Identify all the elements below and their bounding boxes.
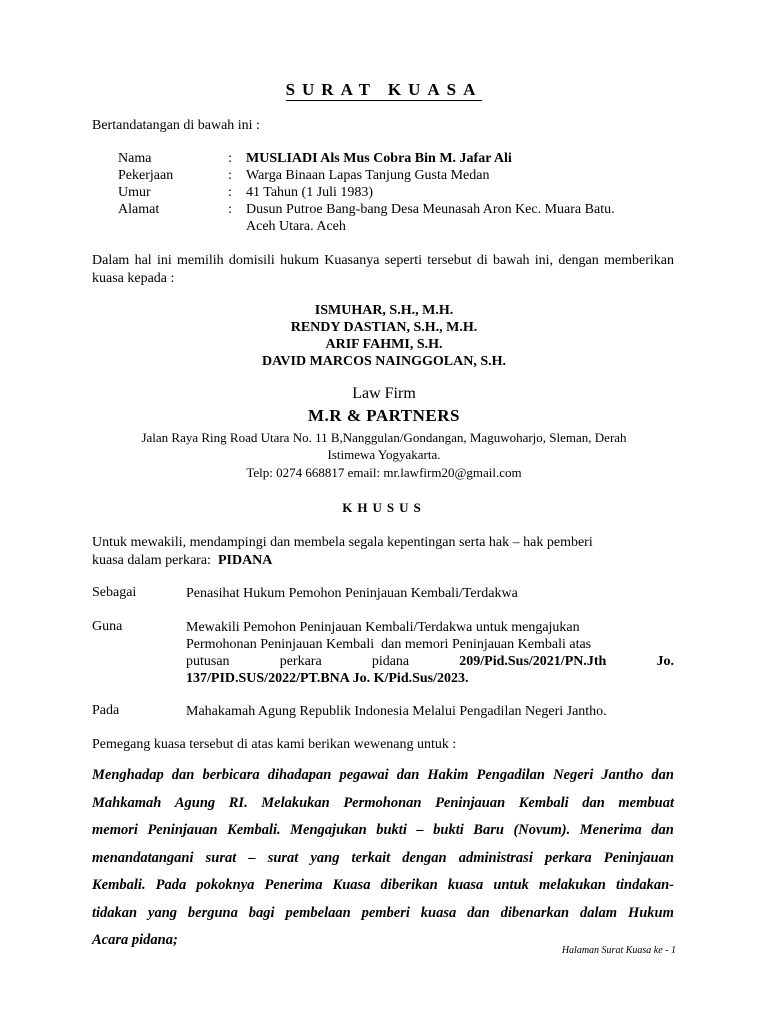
field-value-alamat: Dusun Putroe Bang-bang Desa Meunasah Aron Kec. Muara Batu. [246,202,615,217]
powers-word: dibenarkan [500,904,570,921]
powers-word: administrasi [458,849,533,866]
field-value-nama: MUSLIADI Als Mus Cobra Bin M. Jafar Ali [246,151,512,166]
attorney-name: ARIF FAHMI, S.H. [325,337,443,352]
pada-value: Mahakamah Agung Republik Indonesia Melalui Pengadilan Negeri Jantho. [186,704,607,719]
guna-line4: 137/PID.SUS/2022/PT.BNA Jo. K/Pid.Sus/2023. [186,671,469,686]
powers-word: bagi [248,904,275,921]
powers-word: Melakukan [261,794,330,811]
guna-line3 [186,653,674,670]
field-colon: : [228,151,232,166]
document-title [0,80,768,100]
purpose-line1-text: Untuk mewakili, mendampingi dan membela segala kepentingan serta hak – hak pemberi [92,535,593,550]
sebagai-label: Sebagai [92,585,137,600]
powers-word: Pengadilan [476,767,545,783]
powers-word: – [416,822,424,838]
page-footer: Halaman Surat Kuasa ke - 1 [561,945,676,956]
powers-word: Baru [473,822,504,838]
powers-line [92,790,674,818]
powers-word: diberikan [380,877,438,893]
powers-word: Peninjauan [603,849,674,866]
guna-value [186,619,674,687]
intro-text: Bertandatangan di bawah ini : [92,118,260,133]
powers-word: pembelaan [285,904,351,921]
field-value-umur: 41 Tahun (1 Juli 1983) [246,185,374,200]
guna-word: Jo. [656,654,674,669]
case-number: 209/Pid.Sus/2021/PN.Jth [459,654,607,669]
powers-word: menandatangani [92,849,194,866]
powers-word: membuat [618,794,674,811]
field-colon: : [228,202,232,217]
purpose-line1 [92,534,674,552]
powers-word: dan [396,767,420,783]
document-title-text: SURAT KUASA [285,80,483,99]
powers-word: Peninjauan [435,794,506,811]
firm-name: M.R & PARTNERS [308,406,460,425]
guna-line1 [186,619,674,636]
powers-word: dalam [580,904,618,921]
powers-line [92,845,674,873]
powers-word: pokoknya [196,877,255,893]
powers-word: tidakan [92,904,138,921]
field-colon: : [228,168,232,183]
powers-word: terkait [351,849,391,866]
powers-word: kuasa [447,877,484,893]
powers-word: memori [92,822,138,838]
powers-word: berbicara [202,767,260,783]
powers-word: Permohonan [343,794,422,811]
powers-word: dengan [402,849,447,866]
powers-line [92,872,674,900]
powers-word: surat [267,849,299,866]
powers-line [92,817,674,845]
powers-line: Acara pidana; [92,932,178,948]
firm-label: Law Firm [352,385,416,402]
field-label-alamat: Alamat [118,202,160,217]
powers-word: perkara [544,849,592,866]
powers-word: dan [467,904,490,921]
purpose-line2-text: kuasa dalam perkara: [92,553,211,568]
attorney-name: RENDY DASTIAN, S.H., M.H. [290,320,478,335]
case-type: PIDANA [217,553,273,568]
attorney-name: ISMUHAR, S.H., M.H. [314,303,454,318]
powers-word: bukti [433,822,464,838]
powers-word: Negeri [553,767,594,783]
field-value-pekerjaan: Warga Binaan Lapas Tanjung Gusta Medan [246,168,490,183]
khusus-heading: KHUSUS [342,500,426,515]
sebagai-value: Penasihat Hukum Pemohon Peninjauan Kembali/Terdakwa [186,586,518,601]
field-colon: : [228,185,232,200]
field-label-umur: Umur [118,185,151,200]
firm-address-line2: Istimewa Yogyakarta. [327,447,441,462]
powers-word: berguna [187,904,238,921]
powers-word: pegawai [339,767,389,783]
guna-line2-text: Permohonan Peninjauan Kembali dan memori Peninjauan Kembali atas [186,637,592,652]
powers-word: Pada [155,877,187,893]
field-label-pekerjaan: Pekerjaan [118,168,174,183]
field-value-alamat-line2: Aceh Utara. Aceh [246,219,346,234]
powers-word: Jantho [601,767,644,783]
powers-word: Kembali. [92,877,146,893]
powers-word: (Novum). [513,822,571,838]
powers-word: dan [651,822,674,838]
powers-word: Hakim [427,767,469,783]
domicile-paragraph: Dalam hal ini memilih domisili hukum Kuasanya seperti tersebut di bawah ini, dengan memberikan kuasa kepada : [92,253,674,286]
powers-word: Kuasa [332,877,371,893]
powers-line [92,762,674,790]
firm-contact: Telp: 0274 668817 email: mr.lawfirm20@gmail.com [246,465,522,480]
firm-address-line1: Jalan Raya Ring Road Utara No. 11 B,Nanggulan/Gondangan, Maguwoharjo, Sleman, Derah [141,430,627,445]
powers-word: pemberi [361,904,410,921]
powers-word: melakukan [538,877,606,893]
powers-word: dihadapan [267,767,332,783]
powers-word: yang [310,849,340,866]
powers-word: Mahkamah [92,794,162,811]
powers-word: Kembali. [227,822,281,838]
powers-paragraph [92,762,674,955]
guna-word: perkara [279,654,322,669]
guna-label: Guna [92,619,123,634]
powers-line [92,900,674,928]
powers-word: RI. [228,794,248,811]
powers-word: untuk [493,877,529,893]
guna-line1-text: Mewakili Pemohon Peninjauan Kembali/Terdakwa untuk mengajukan [186,620,580,635]
powers-word: kuasa [420,904,457,921]
powers-word: Peninjauan [147,822,218,838]
powers-word: Menghadap [92,767,164,783]
powers-word: yang [148,904,178,921]
pada-label: Pada [92,703,120,718]
authority-intro: Pemegang kuasa tersebut di atas kami berikan wewenang untuk : [92,737,457,752]
powers-word: tindakan- [615,877,674,893]
field-label-nama: Nama [118,151,152,166]
powers-word: dan [171,767,195,783]
guna-line2 [186,636,674,653]
purpose-paragraph [92,534,674,570]
powers-word: – [248,849,256,866]
powers-word: Hukum [627,904,674,921]
powers-word: bukti [376,822,407,838]
guna-word: pidana [371,654,410,669]
attorney-name: DAVID MARCOS NAINGGOLAN, S.H. [262,354,506,369]
purpose-line2 [92,552,674,570]
powers-word: Penerima [264,877,323,893]
powers-word: surat [205,849,237,866]
powers-word: Mengajukan [290,822,367,838]
powers-word: dan [651,767,674,783]
powers-word: Kembali [518,794,569,811]
guna-word: putusan [186,654,230,669]
powers-word: Agung [174,794,216,811]
powers-word: Menerima [579,822,642,838]
powers-word: dan [582,794,605,811]
